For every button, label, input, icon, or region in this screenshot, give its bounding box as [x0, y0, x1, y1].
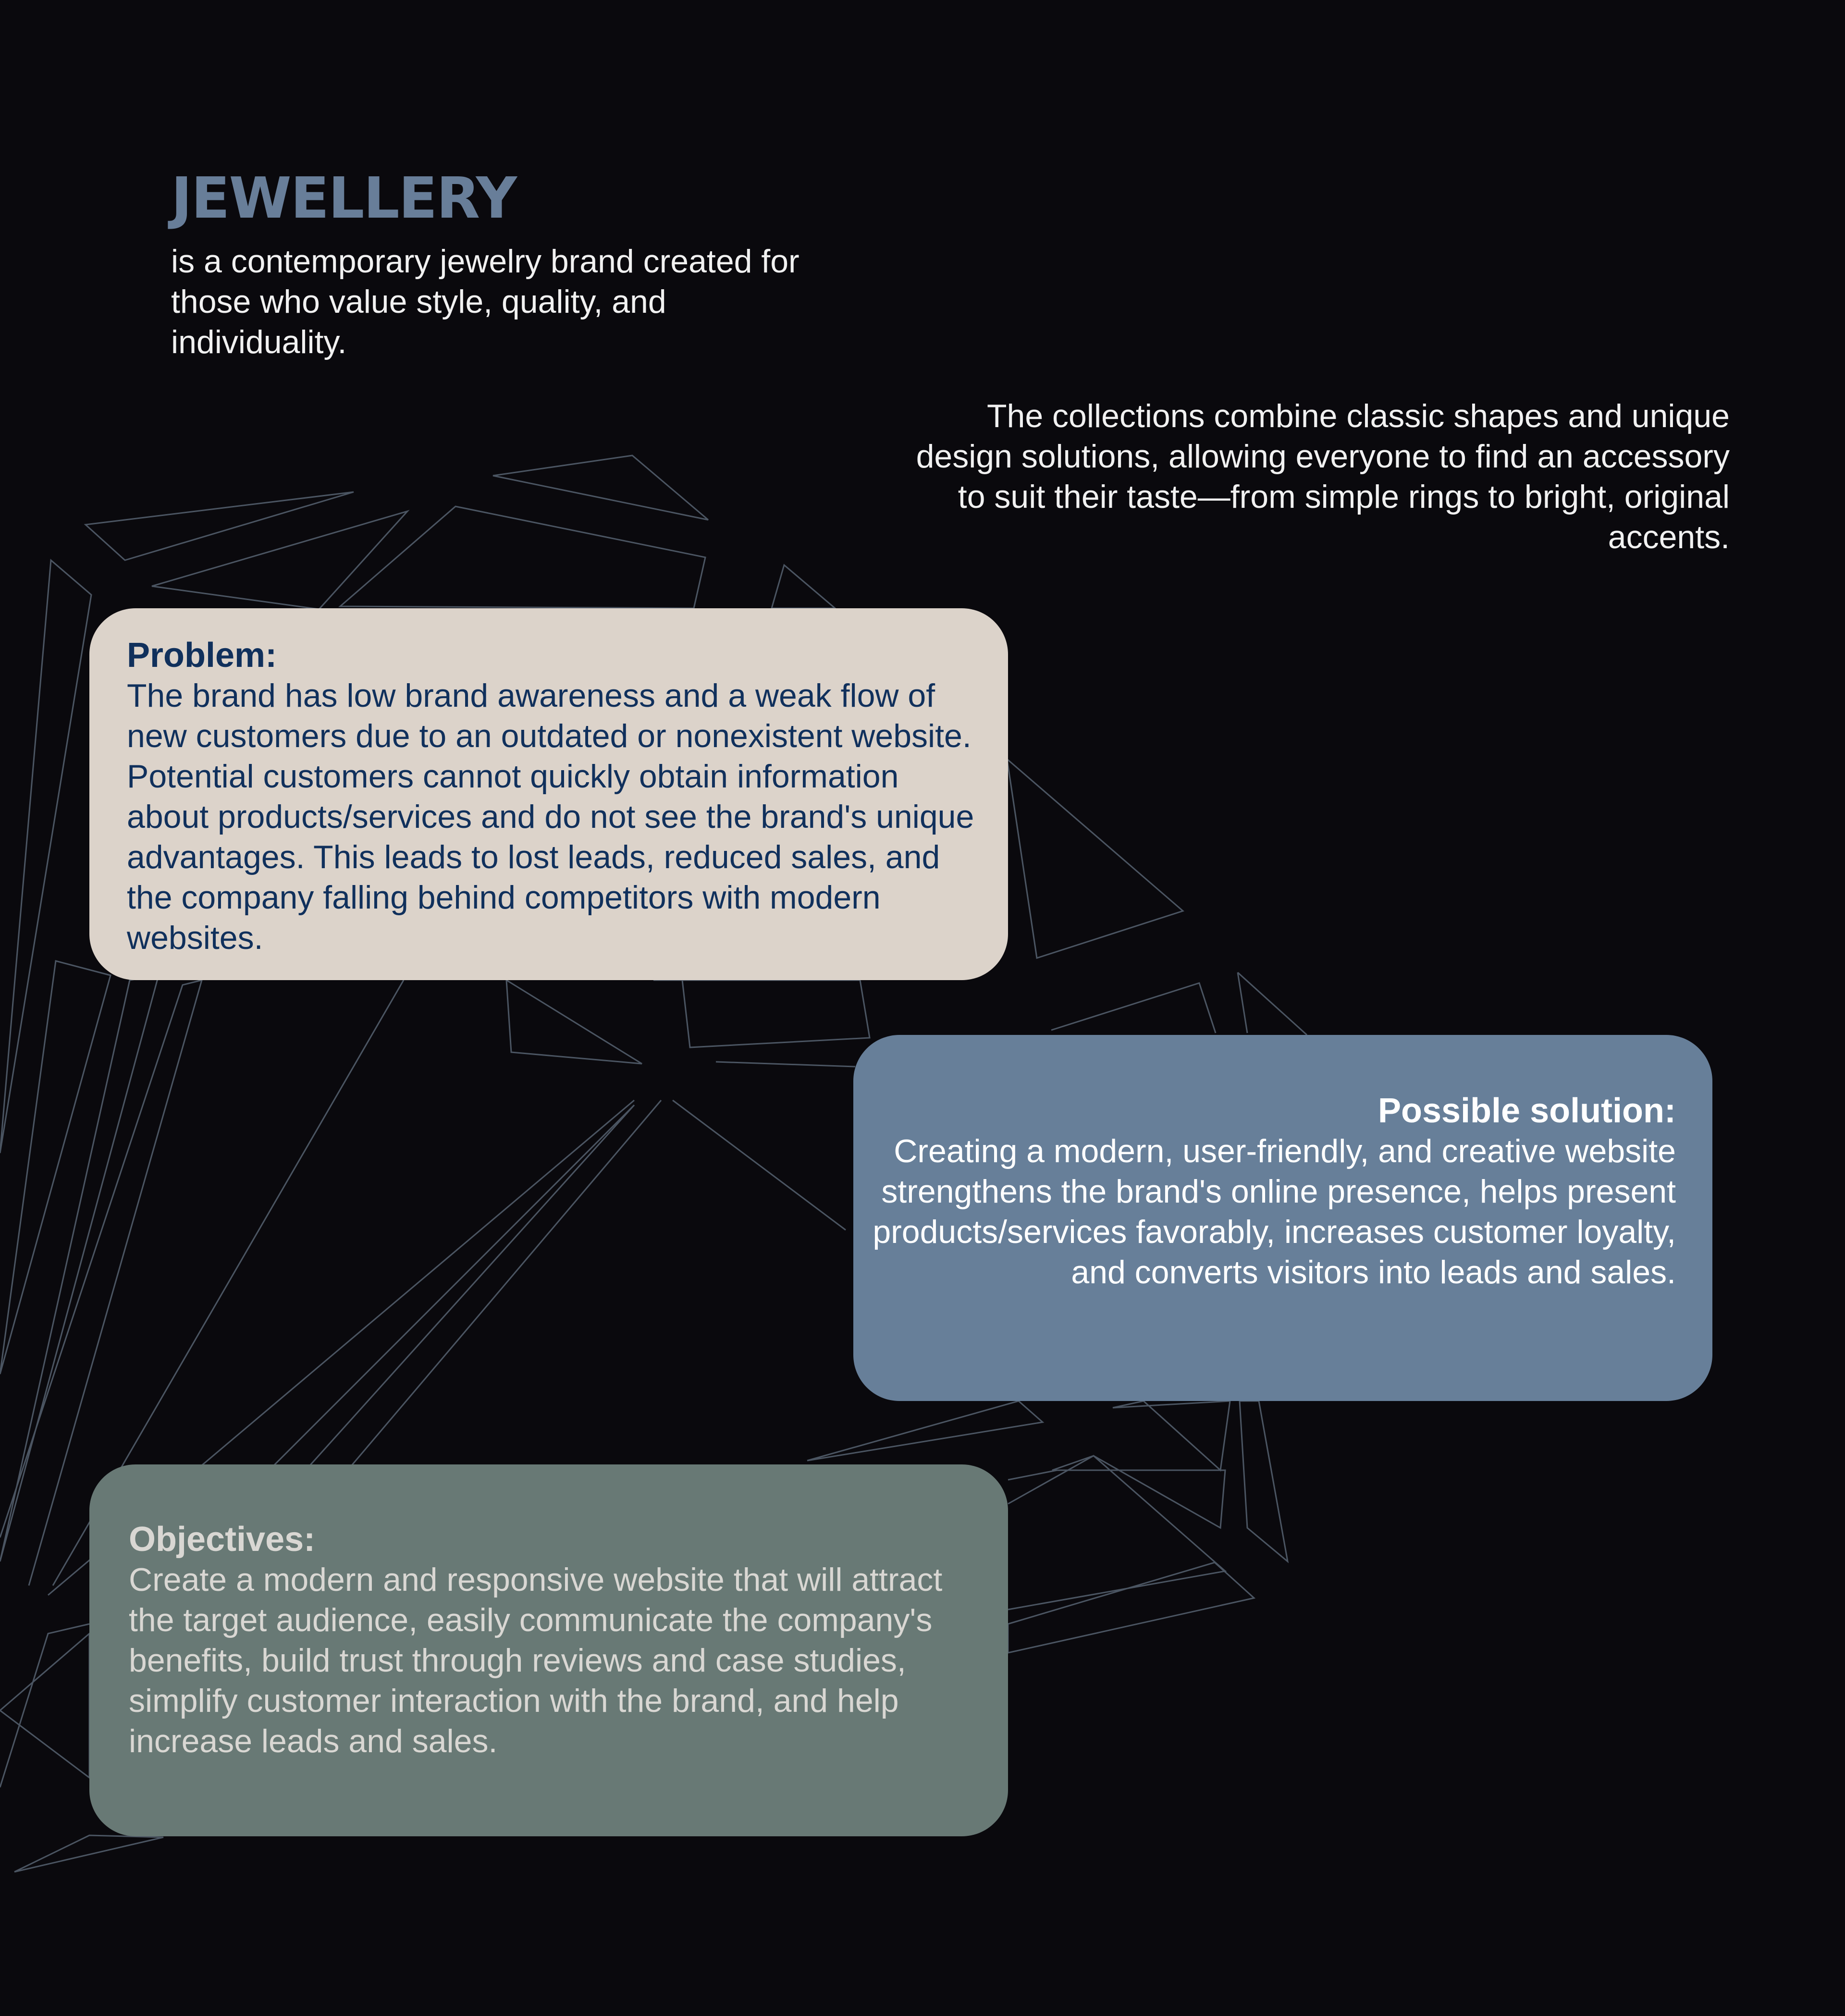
problem-card — [89, 608, 1008, 980]
solution-card — [853, 1035, 1712, 1401]
objectives-heading: Objectives: — [129, 1520, 316, 1559]
solution-text: Creating a modern, user-friendly, and creative website strengthens the brand's online presence, helps present products/services favorably, increases customer loyalty, and converts visitors into leads and sales. — [873, 1133, 1676, 1291]
objectives-card — [89, 1464, 1008, 1836]
solution-heading: Possible solution: — [1378, 1092, 1676, 1130]
objectives-text: Create a modern and responsive website that will attract the target audience, easily communicate the company's benefits, build trust through reviews and case studies, simplify customer interaction with the brand, and help increase leads and sales. — [129, 1561, 943, 1759]
brand-title: JEWELLERY — [171, 165, 517, 231]
problem-heading: Problem: — [127, 636, 277, 675]
problem-text: The brand has low brand awareness and a weak flow of new customers due to an outdated or nonexistent website. Potential customers cannot quickly obtain information about products/services and do not see the brand's unique advantages. This leads to lost leads, reduced sales, and the company falling behind competitors with modern websites. — [127, 677, 974, 956]
brand-tagline: is a contemporary jewelry brand created for those who value style, quality, and individuality. — [171, 243, 800, 360]
brand-collections-text: The collections combine classic shapes and unique design solutions, allowing everyone to find an accessory to suit their taste—from simple rings to bright, original accents. — [916, 398, 1730, 555]
